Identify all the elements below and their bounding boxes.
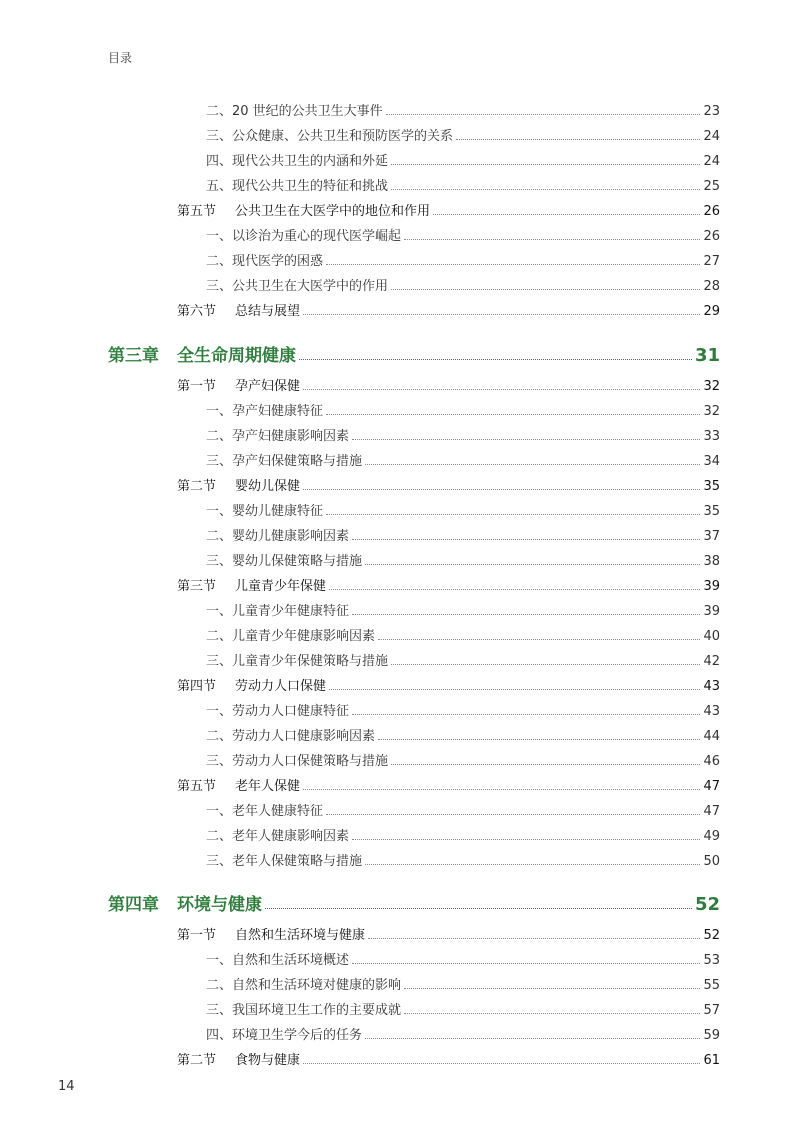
toc-page-number: 52 <box>694 894 720 915</box>
dot-leader <box>303 1063 700 1064</box>
dot-leader <box>404 239 700 240</box>
dot-leader <box>391 164 700 165</box>
toc-page-number: 32 <box>703 379 720 394</box>
dot-leader <box>352 539 700 540</box>
section-number: 第一节 <box>177 928 217 943</box>
toc-entry-label <box>206 225 401 244</box>
dot-leader <box>391 289 700 290</box>
toc-section-entry[interactable] <box>177 474 720 494</box>
toc-item-entry[interactable] <box>206 973 720 993</box>
dot-leader <box>365 864 700 865</box>
toc-entry-title: 一、以诊治为重心的现代医学崛起 <box>206 229 402 244</box>
toc-entry-label <box>177 1049 300 1068</box>
toc-page-number: 44 <box>703 729 720 744</box>
section-number: 第二节 <box>177 1053 217 1068</box>
toc-section-entry[interactable] <box>177 1048 720 1068</box>
toc-page-number: 34 <box>703 454 720 469</box>
page-number: 14 <box>58 1079 75 1094</box>
dot-leader <box>329 689 700 690</box>
toc-item-entry[interactable] <box>206 749 720 769</box>
toc-entry-label <box>206 250 323 269</box>
toc-item-entry[interactable] <box>206 799 720 819</box>
toc-item-entry[interactable] <box>206 998 720 1018</box>
toc-entry-title: 一、孕产妇健康特征 <box>206 404 324 419</box>
toc-page-number: 39 <box>703 579 720 594</box>
toc-entry-title: 环境与健康 <box>177 895 262 915</box>
toc-entry-label <box>206 425 349 444</box>
toc-item-entry[interactable] <box>206 274 720 294</box>
toc-page-number: 40 <box>703 629 720 644</box>
toc-page-number: 26 <box>703 204 720 219</box>
toc-entry-title: 三、老年人保健策略与措施 <box>206 854 363 869</box>
toc-item-entry[interactable] <box>206 149 720 169</box>
section-number: 第二节 <box>177 479 217 494</box>
toc-entry-label <box>177 675 326 694</box>
toc-entry-title: 老年人保健 <box>235 779 301 794</box>
section-number: 第五节 <box>177 779 217 794</box>
toc-item-entry[interactable] <box>206 624 720 644</box>
toc-entry-title: 二、儿童青少年健康影响因素 <box>206 629 376 644</box>
chapter-number: 第四章 <box>108 895 159 915</box>
toc-entry-title: 三、公共卫生在大医学中的作用 <box>206 279 389 294</box>
section-number: 第四节 <box>177 679 217 694</box>
toc-entry-title: 自然和生活环境与健康 <box>235 928 366 943</box>
toc-page-number: 50 <box>703 854 720 869</box>
toc-entry-label <box>108 341 296 366</box>
toc-page-number: 42 <box>703 654 720 669</box>
toc-item-entry[interactable] <box>206 824 720 844</box>
dot-leader <box>326 814 700 815</box>
toc-entry-title: 二、20 世纪的公共卫生大事件 <box>206 104 383 119</box>
toc-section-entry[interactable] <box>177 674 720 694</box>
toc-page-number: 53 <box>703 953 720 968</box>
toc-entry-title: 五、现代公共卫生的特征和挑战 <box>206 179 389 194</box>
toc-page-number: 38 <box>703 554 720 569</box>
toc-entry-label <box>206 175 388 194</box>
dot-leader <box>303 489 700 490</box>
toc-page-number: 24 <box>703 129 720 144</box>
toc-section-entry[interactable] <box>177 574 720 594</box>
toc-entry-label <box>206 125 453 144</box>
toc-page-number: 55 <box>703 978 720 993</box>
toc-page-number: 33 <box>703 429 720 444</box>
toc-entry-label <box>206 1024 362 1043</box>
dot-leader <box>391 664 700 665</box>
toc-entry-label <box>206 725 375 744</box>
toc-entry-label <box>177 300 300 319</box>
dot-leader <box>299 359 692 360</box>
dot-leader <box>365 1038 700 1039</box>
toc-entry-label <box>177 575 326 594</box>
dot-leader <box>378 739 700 740</box>
toc-entry-title: 全生命周期健康 <box>177 346 296 366</box>
toc-entry-label <box>177 375 300 394</box>
toc-entry-label <box>206 275 388 294</box>
toc-item-entry[interactable] <box>206 174 720 194</box>
dot-leader <box>368 938 700 939</box>
toc-entry-label <box>177 775 300 794</box>
toc-entry-label <box>206 949 349 968</box>
toc-entry-label <box>206 150 388 169</box>
toc-item-entry[interactable] <box>206 249 720 269</box>
toc-page-number: 49 <box>703 829 720 844</box>
dot-leader <box>352 439 700 440</box>
toc-page-number: 47 <box>703 779 720 794</box>
toc-item-entry[interactable] <box>206 948 720 968</box>
section-number: 第六节 <box>177 304 217 319</box>
toc-entry-title: 二、老年人健康影响因素 <box>206 829 350 844</box>
toc-entry-title: 三、孕产妇保健策略与措施 <box>206 454 363 469</box>
toc-item-entry[interactable] <box>206 399 720 419</box>
toc-entry-label <box>206 600 349 619</box>
toc-entry-title: 儿童青少年保健 <box>235 579 327 594</box>
toc-item-entry[interactable] <box>206 99 720 119</box>
toc-entry-title: 三、劳动力人口保健策略与措施 <box>206 754 389 769</box>
dot-leader <box>265 908 692 909</box>
toc-entry-label <box>206 625 375 644</box>
toc-entry-label <box>206 550 362 569</box>
toc-entry-label <box>206 750 388 769</box>
toc-item-entry[interactable] <box>206 849 720 869</box>
toc-entry-title: 二、自然和生活环境对健康的影响 <box>206 978 402 993</box>
toc-page-number: 39 <box>703 604 720 619</box>
toc-chapter-entry[interactable] <box>108 340 720 366</box>
toc-entry-title: 三、公众健康、公共卫生和预防医学的关系 <box>206 129 454 144</box>
toc-item-entry[interactable] <box>206 124 720 144</box>
toc-entry-title: 总结与展望 <box>235 304 301 319</box>
toc-entry-title: 一、婴幼儿健康特征 <box>206 504 324 519</box>
toc-entry-label <box>206 400 323 419</box>
toc-entry-label <box>177 200 430 219</box>
toc-page-number: 25 <box>703 179 720 194</box>
toc-page-number: 27 <box>703 254 720 269</box>
dot-leader <box>391 189 700 190</box>
dot-leader <box>352 963 700 964</box>
toc-section-entry[interactable] <box>177 774 720 794</box>
toc-section-entry[interactable] <box>177 923 720 943</box>
toc-entry-title: 四、现代公共卫生的内涵和外延 <box>206 154 389 169</box>
dot-leader <box>456 139 700 140</box>
toc-entry-label <box>206 650 388 669</box>
toc-page-number: 35 <box>703 479 720 494</box>
toc-entry-title: 三、儿童青少年保健策略与措施 <box>206 654 389 669</box>
dot-leader <box>326 264 700 265</box>
toc-page-number: 35 <box>703 504 720 519</box>
toc-item-entry[interactable] <box>206 524 720 544</box>
toc-item-entry[interactable] <box>206 699 720 719</box>
toc-entry-label <box>206 850 362 869</box>
dot-leader <box>352 614 700 615</box>
toc-entry-title: 一、自然和生活环境概述 <box>206 953 350 968</box>
toc-page-number: 28 <box>703 279 720 294</box>
dot-leader <box>386 114 701 115</box>
toc-item-entry[interactable] <box>206 599 720 619</box>
section-number: 第三节 <box>177 579 217 594</box>
dot-leader <box>378 639 700 640</box>
toc-page-number: 43 <box>703 679 720 694</box>
chapter-number: 第三章 <box>108 346 159 366</box>
dot-leader <box>391 764 700 765</box>
toc-page-number: 61 <box>703 1053 720 1068</box>
toc-entry-title: 一、儿童青少年健康特征 <box>206 604 350 619</box>
toc-entry-title: 二、劳动力人口健康影响因素 <box>206 729 376 744</box>
toc-item-entry[interactable] <box>206 449 720 469</box>
toc-item-entry[interactable] <box>206 424 720 444</box>
toc-page-number: 57 <box>703 1003 720 1018</box>
toc-page-number: 23 <box>703 104 720 119</box>
section-number: 第五节 <box>177 204 217 219</box>
toc-entry-label <box>206 700 349 719</box>
toc-entry-title: 一、劳动力人口健康特征 <box>206 704 350 719</box>
dot-leader <box>352 714 700 715</box>
toc-page-number: 37 <box>703 529 720 544</box>
toc-entry-label <box>206 999 401 1018</box>
dot-leader <box>404 1013 700 1014</box>
toc-entry-label <box>206 525 349 544</box>
dot-leader <box>433 214 700 215</box>
dot-leader <box>326 414 700 415</box>
page-header-title: 目录 <box>108 51 133 65</box>
dot-leader <box>329 589 700 590</box>
toc-entry-title: 公共卫生在大医学中的地位和作用 <box>235 204 431 219</box>
toc-page-number: 29 <box>703 304 720 319</box>
dot-leader <box>326 514 700 515</box>
toc-entry-label <box>206 974 401 993</box>
dot-leader <box>303 314 700 315</box>
toc-page-number: 31 <box>694 345 720 366</box>
toc-page-number: 59 <box>703 1028 720 1043</box>
toc-entry-title: 二、孕产妇健康影响因素 <box>206 429 350 444</box>
toc-entry-label <box>177 475 300 494</box>
toc-page-number: 26 <box>703 229 720 244</box>
toc-entry-title: 婴幼儿保健 <box>235 479 301 494</box>
dot-leader <box>365 564 700 565</box>
section-number: 第一节 <box>177 379 217 394</box>
toc-entry-title: 劳动力人口保健 <box>235 679 327 694</box>
dot-leader <box>365 464 700 465</box>
toc-entry-title: 二、婴幼儿健康影响因素 <box>206 529 350 544</box>
toc-entry-title: 三、婴幼儿保健策略与措施 <box>206 554 363 569</box>
dot-leader <box>303 789 700 790</box>
toc-item-entry[interactable] <box>206 649 720 669</box>
toc-entry-title: 一、老年人健康特征 <box>206 804 324 819</box>
toc-section-entry[interactable] <box>177 299 720 319</box>
dot-leader <box>404 988 700 989</box>
dot-leader <box>303 389 700 390</box>
dot-leader <box>352 839 700 840</box>
toc-entry-title: 三、我国环境卫生工作的主要成就 <box>206 1003 402 1018</box>
toc-chapter-entry[interactable] <box>108 889 720 915</box>
toc-page-number: 24 <box>703 154 720 169</box>
toc-entry-label <box>108 890 262 915</box>
toc-entry-title: 孕产妇保健 <box>235 379 301 394</box>
toc-page-number: 43 <box>703 704 720 719</box>
toc-section-entry[interactable] <box>177 199 720 219</box>
toc-page-number: 32 <box>703 404 720 419</box>
toc-page-number: 47 <box>703 804 720 819</box>
toc-item-entry[interactable] <box>206 549 720 569</box>
toc-item-entry[interactable] <box>206 224 720 244</box>
toc-entry-title: 二、现代医学的困惑 <box>206 254 324 269</box>
toc-item-entry[interactable] <box>206 1023 720 1043</box>
toc-section-entry[interactable] <box>177 374 720 394</box>
toc-item-entry[interactable] <box>206 724 720 744</box>
toc-entry-label <box>177 924 365 943</box>
toc-entry-title: 四、环境卫生学今后的任务 <box>206 1028 363 1043</box>
toc-entry-label <box>206 450 362 469</box>
toc-entry-label <box>206 500 323 519</box>
toc-entry-label <box>206 825 349 844</box>
toc-entry-label <box>206 100 383 119</box>
toc-page-number: 46 <box>703 754 720 769</box>
toc-item-entry[interactable] <box>206 499 720 519</box>
toc-entry-label <box>206 800 323 819</box>
toc-page-number: 52 <box>703 928 720 943</box>
toc-entry-title: 食物与健康 <box>235 1053 301 1068</box>
